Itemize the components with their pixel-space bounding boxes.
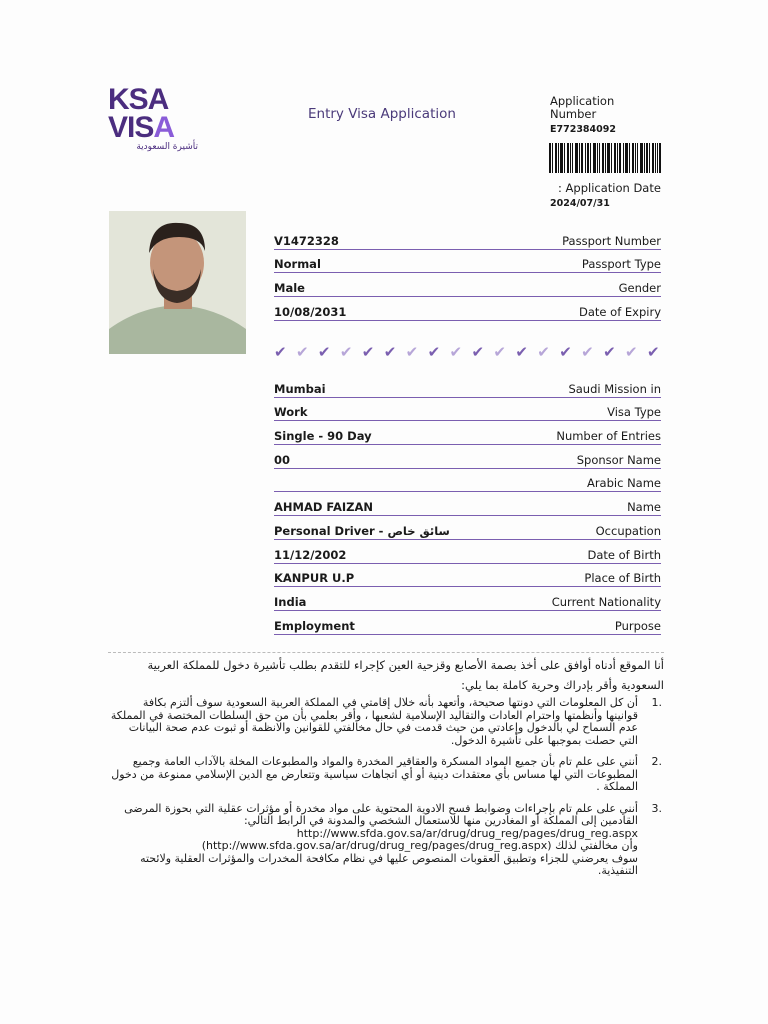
person-photo-icon <box>109 211 246 354</box>
logo-line1: KSA <box>108 83 169 116</box>
clause-number: 3. <box>651 801 662 815</box>
checkmark-icon: ✔ <box>361 343 375 361</box>
logo-line2b: A <box>153 111 175 144</box>
checkmark-icon: ✔ <box>427 343 441 361</box>
clause-item <box>108 801 662 878</box>
page-title: Entry Visa Application <box>308 106 456 122</box>
visa-row <box>274 421 661 445</box>
field-value: Single - 90 Day <box>274 429 372 444</box>
clause-number: 2. <box>651 755 662 768</box>
checkmark-icon: ✔ <box>405 343 419 361</box>
drug-reg-link-2[interactable]: (http://www.sfda.gov.sa/ar/drug/drug_reg/pages/drug_reg.aspx) <box>201 839 552 852</box>
applicant-photo <box>109 211 246 354</box>
checkmark-icon: ✔ <box>646 343 660 361</box>
visa-row <box>274 398 661 422</box>
field-label: Passport Type <box>581 257 661 272</box>
visa-row <box>274 492 661 516</box>
checkmark-icon: ✔ <box>537 343 550 361</box>
application-number: E772384092 <box>550 124 616 135</box>
clause-text: أن كل المعلومات التي دونتها صحيحة، وأتعهد بأنه خلال إقامتي في المملكة العربية السعودية سوف ألتزم بكافة قوانينها وأنظمتها واحترام العادات والتقاليد الإسلامية لشعبها ، وأقر بعلمي بأن من حق السلطات المختصة في المملكة عدم السماح لي بالدخول وإعادتي من حيث قدمت في حال مخالفتي للقوانين والانظمة أو ثبوت عدم صحة البيانات التي حصلت بموجبها على تأشيرة الدخول. <box>110 696 638 747</box>
field-label: Sponsor Name <box>576 452 661 467</box>
field-label: Place of Birth <box>584 571 661 586</box>
drug-reg-link[interactable]: http://www.sfda.gov.sa/ar/drug/drug_reg/pages/drug_reg.aspx <box>296 826 638 840</box>
clause-text: أنني على علم تام بإجراءات وضوابط فسح الادوية المحتوية على مواد مخدرة أو مؤثرات عقلية التي بحوزة المرضى القادمين إلى المملكة أو المغادرين منها للاستعمال الشخصي والمدونة في الرابط التالي: <box>124 801 638 827</box>
application-number-label: Application Number <box>550 94 615 121</box>
checkmark-icon: ✔ <box>559 343 572 361</box>
field-label: Date of Birth <box>587 547 661 562</box>
clause-text-end: سوف يعرضني للجزاء وتطبيق العقوبات المنصوص عليها في نظام مكافحة المخدرات والمؤثرات العقلية ولائحته التنفيذية. <box>140 851 638 877</box>
checkmark-icon: ✔ <box>449 343 463 361</box>
passport-row <box>274 226 661 250</box>
field-value: 10/08/2031 <box>274 304 347 319</box>
field-value: Normal <box>274 257 321 272</box>
clause-number: 1. <box>651 696 662 709</box>
field-value: 00 <box>274 452 291 467</box>
visa-row <box>274 564 661 588</box>
field-value: Employment <box>274 618 355 633</box>
barcode-icon <box>549 143 661 173</box>
field-value: Mumbai <box>274 381 326 396</box>
field-label: Number of Entries <box>556 429 661 444</box>
field-value: AHMAD FAIZAN <box>274 500 373 515</box>
checkmark-icon: ✔ <box>493 343 506 361</box>
logo-line2a: VIS <box>108 111 154 144</box>
decorative-checkmark-strip <box>274 344 661 364</box>
declaration-clauses <box>108 696 662 887</box>
clause-text: أنني على علم تام بأن جميع المواد المسكرة والعقاقير المخدرة والمواد والمطبوعات المخلة بالآداب العامة وجميع المطبوعات التي لها مساس بأي معتقدات دينية أو أي اتجاهات سياسية وتتعارض مع الدين الإسلامي ممنوعة من دخول المملكة . <box>111 755 638 793</box>
visa-row <box>274 587 661 611</box>
field-label: Date of Expiry <box>579 304 661 319</box>
clause-item <box>108 696 662 747</box>
field-label: Name <box>627 500 661 515</box>
visa-row <box>274 611 661 635</box>
declaration-text: أنا الموقع أدناه أوافق على أخذ بصمة الأصابع وقزحية العين كإجراء للتقدم بطلب تأشيرة دخول للمملكة العربية السعودية وأقر بإدراك وحرية كاملة بما يلي: <box>108 652 664 695</box>
checkmark-icon: ✔ <box>603 343 616 361</box>
clause-text-continued: وأن مخالفتي لذلك <box>555 839 638 852</box>
field-value: India <box>274 594 307 609</box>
clause-item <box>108 755 662 794</box>
passport-details <box>274 226 661 321</box>
checkmark-icon: ✔ <box>317 343 331 361</box>
visa-row <box>274 445 661 469</box>
passport-row <box>274 297 661 321</box>
checkmark-icon: ✔ <box>581 343 594 361</box>
field-value: V1472328 <box>274 233 339 248</box>
visa-row <box>274 516 661 540</box>
field-label: Arabic Name <box>586 476 661 491</box>
field-label: Visa Type <box>607 405 661 420</box>
field-label: Gender <box>618 281 661 296</box>
field-value: Male <box>274 281 305 296</box>
field-value: Work <box>274 405 308 420</box>
field-label: Passport Number <box>562 233 661 248</box>
ksa-visa-logo <box>108 83 198 156</box>
visa-details <box>274 374 661 635</box>
passport-row <box>274 250 661 274</box>
visa-row <box>274 374 661 398</box>
field-value: KANPUR U.P <box>274 571 355 586</box>
checkmark-icon: ✔ <box>339 343 353 361</box>
logo-arabic: تأشيرة السعودية <box>136 142 198 152</box>
checkmark-icon: ✔ <box>625 343 638 361</box>
application-date: 2024/07/31 <box>550 198 610 209</box>
application-date-label: : Application Date <box>558 181 661 195</box>
field-value: 11/12/2002 <box>274 547 347 562</box>
visa-row <box>274 469 661 493</box>
field-label: Purpose <box>614 618 661 633</box>
checkmark-icon: ✔ <box>295 343 309 361</box>
field-value: Personal Driver - سائق خاص <box>274 523 450 538</box>
checkmark-icon: ✔ <box>383 343 397 361</box>
checkmark-icon: ✔ <box>471 343 485 361</box>
field-label: Current Nationality <box>551 594 661 609</box>
logo-line2 <box>108 111 198 144</box>
field-label: Saudi Mission in <box>568 381 661 396</box>
visa-row <box>274 540 661 564</box>
checkmark-icon: ✔ <box>274 343 287 361</box>
passport-row <box>274 273 661 297</box>
checkmark-icon: ✔ <box>515 343 528 361</box>
field-label: Occupation <box>595 523 661 538</box>
